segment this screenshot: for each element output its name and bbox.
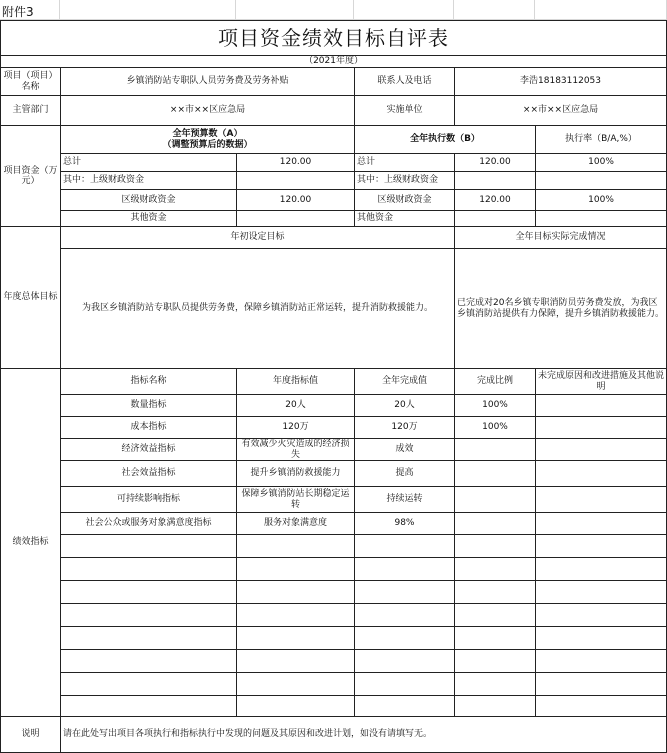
fund-row-budget — [237, 211, 355, 227]
planned-goal-text: 为我区乡镇消防站专职队员提供劳务费，保障乡镇消防站正常运转，提升消防救援能力。 — [61, 249, 455, 369]
spreadsheet-header-row — [0, 0, 667, 20]
impl-value: ××市××区应急局 — [455, 96, 667, 126]
planned-goal-header: 年初设定目标 — [61, 227, 455, 249]
indicator-done: 持续运转 — [355, 487, 455, 513]
indicator-ratio — [455, 513, 536, 535]
header-cell — [454, 0, 535, 20]
fund-row-rate — [536, 172, 667, 190]
empty-row — [1, 696, 667, 717]
empty-row — [1, 604, 667, 627]
empty-row — [1, 581, 667, 604]
indicator-target: 保障乡镇消防站长期稳定运转 — [237, 487, 355, 513]
header-cell — [236, 0, 354, 20]
perf-header-note: 未完成原因和改进措施及其他说明 — [536, 369, 667, 395]
perf-header-done: 全年完成值 — [355, 369, 455, 395]
dept-label: 主管部门 — [1, 96, 61, 126]
funds-section-label: 项目资金（万元） — [1, 126, 61, 227]
indicator-done: 120万 — [355, 417, 455, 439]
dept-value: ××市××区应急局 — [61, 96, 355, 126]
header-cell — [535, 0, 667, 20]
indicator-name: 经济效益指标 — [61, 439, 237, 461]
year-label: （2021年度） — [1, 56, 667, 68]
indicator-ratio: 100% — [455, 417, 536, 439]
fund-row-exec-label: 区级财政资金 — [355, 190, 455, 211]
project-name-label: 项目（项目）名称 — [1, 68, 61, 96]
indicator-target: 120万 — [237, 417, 355, 439]
fund-row-rate: 100% — [536, 154, 667, 172]
actual-goal-text: 已完成对20名乡镇专职消防员劳务费发放，为我区乡镇消防站提供有力保障，提升乡镇消防救援能力。 — [455, 249, 667, 369]
indicator-note — [536, 417, 667, 439]
indicator-name: 社会效益指标 — [61, 461, 237, 487]
indicator-name: 社会公众或服务对象满意度指标 — [61, 513, 237, 535]
indicator-target: 服务对象满意度 — [237, 513, 355, 535]
indicator-name: 数量指标 — [61, 395, 237, 417]
header-cell — [60, 0, 236, 20]
actual-goal-header: 全年目标实际完成情况 — [455, 227, 667, 249]
indicator-target: 有效减少火灾造成的经济损失 — [237, 439, 355, 461]
perf-header-name: 指标名称 — [61, 369, 237, 395]
remark-text: 请在此处写出项目各项执行和指标执行中发现的问题及其原因和改进计划，如没有请填写无。 — [61, 717, 667, 753]
indicator-note — [536, 487, 667, 513]
page-title: 项目资金绩效目标自评表 — [1, 21, 667, 56]
empty-row — [1, 535, 667, 558]
fund-row-exec-label: 其他资金 — [355, 211, 455, 227]
perf-header-ratio: 完成比例 — [455, 369, 536, 395]
indicator-done: 98% — [355, 513, 455, 535]
fund-row-label: 其他资金 — [61, 211, 237, 227]
fund-row-budget — [237, 172, 355, 190]
fund-row-label: 总计 — [61, 154, 237, 172]
perf-header-target: 年度指标值 — [237, 369, 355, 395]
fund-row-budget: 120.00 — [237, 190, 355, 211]
indicator-note — [536, 395, 667, 417]
indicator-name: 成本指标 — [61, 417, 237, 439]
perf-section-label: 绩效指标 — [1, 369, 61, 717]
fund-row-label: 区级财政资金 — [61, 190, 237, 211]
indicator-ratio — [455, 439, 536, 461]
indicator-done: 20人 — [355, 395, 455, 417]
indicator-note — [536, 461, 667, 487]
remark-label: 说明 — [1, 717, 61, 753]
goals-section-label: 年度总体目标 — [1, 227, 61, 369]
fund-row-exec-label: 其中：上级财政资金 — [355, 172, 455, 190]
contact-value: 李浩18183112053 — [455, 68, 667, 96]
fund-row-rate — [536, 211, 667, 227]
indicator-target: 提升乡镇消防救援能力 — [237, 461, 355, 487]
indicator-done: 提高 — [355, 461, 455, 487]
fund-row-exec — [455, 211, 536, 227]
fund-row-label: 其中：上级财政资金 — [61, 172, 237, 190]
attachment-label: 附件3 — [2, 5, 34, 19]
impl-label: 实施单位 — [355, 96, 455, 126]
empty-row — [1, 558, 667, 581]
indicator-ratio — [455, 487, 536, 513]
budget-header: 全年预算数（A） （调整预算后的数据） — [61, 126, 355, 154]
project-name: 乡镇消防站专职队人员劳务费及劳务补贴 — [61, 68, 355, 96]
contact-label: 联系人及电话 — [355, 68, 455, 96]
empty-row — [1, 673, 667, 696]
indicator-ratio — [455, 461, 536, 487]
indicator-target: 20人 — [237, 395, 355, 417]
empty-row — [1, 627, 667, 650]
rate-header: 执行率（B/A,%） — [536, 126, 667, 154]
fund-row-exec-label: 总计 — [355, 154, 455, 172]
fund-row-exec — [455, 172, 536, 190]
indicator-name: 可持续影响指标 — [61, 487, 237, 513]
fund-row-exec: 120.00 — [455, 190, 536, 211]
indicator-done: 成效 — [355, 439, 455, 461]
indicator-ratio: 100% — [455, 395, 536, 417]
fund-row-rate: 100% — [536, 190, 667, 211]
indicator-note — [536, 513, 667, 535]
exec-header: 全年执行数（B） — [355, 126, 536, 154]
self-evaluation-table — [0, 20, 667, 753]
indicator-note — [536, 439, 667, 461]
header-cell — [354, 0, 454, 20]
empty-row — [1, 650, 667, 673]
fund-row-exec: 120.00 — [455, 154, 536, 172]
fund-row-budget: 120.00 — [237, 154, 355, 172]
